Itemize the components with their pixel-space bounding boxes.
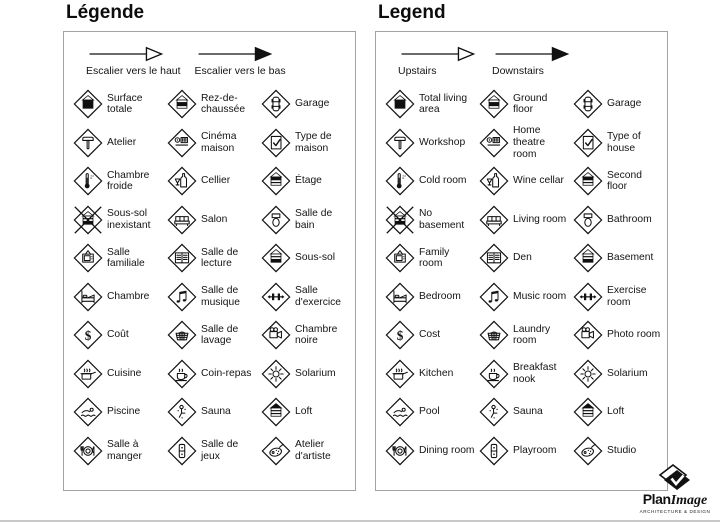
panel-english [375, 2, 668, 491]
legend-item-label: Garage [295, 98, 330, 110]
up-arrow-icon [398, 46, 478, 62]
legend-item-label: Loft [295, 406, 313, 418]
breakfast-nook-icon [478, 358, 510, 390]
legend-item-label: Den [513, 252, 532, 264]
legend-item [72, 316, 166, 355]
family-room-icon [72, 242, 104, 274]
legend-item [260, 239, 354, 278]
breakfast-nook-icon [166, 358, 198, 390]
legend-item-label: Sous-sol [295, 252, 336, 264]
bathroom-icon [260, 204, 292, 236]
playroom-icon [478, 435, 510, 467]
legend-item-label: Atelier d'artiste [295, 439, 331, 462]
solarium-icon [260, 358, 292, 390]
page-bottom-rule [0, 520, 720, 522]
legend-item [166, 162, 260, 201]
garage-icon [260, 88, 292, 120]
type-of-house-icon [260, 127, 292, 159]
legend-item-label: Cuisine [107, 367, 142, 379]
legend-item [478, 124, 572, 163]
legend-item [478, 85, 572, 124]
legend-item [166, 393, 260, 432]
down-arrow-icon [492, 46, 572, 62]
legend-item-label: Cost [419, 329, 441, 341]
legend-item-label: Type of house [607, 131, 641, 154]
legend-item [166, 355, 260, 394]
second-floor-icon [260, 165, 292, 197]
legend-item [478, 393, 572, 432]
bathroom-icon [572, 204, 604, 236]
panel-title-french: Légende [66, 2, 145, 23]
panel-box-french [63, 31, 356, 491]
stair-arrows-row [64, 32, 355, 77]
svg-text:$: $ [396, 328, 404, 344]
legend-item-label: Pool [419, 406, 440, 418]
legend-item-label: Playroom [513, 444, 557, 456]
stairs-up-legend [398, 46, 478, 77]
garage-icon [572, 88, 604, 120]
legend-item-label: Breakfast nook [513, 362, 557, 385]
legend-item [72, 432, 166, 471]
legend-item [384, 393, 478, 432]
studio-icon [572, 435, 604, 467]
stairs-down-legend [195, 46, 286, 77]
laundry-room-icon [478, 319, 510, 351]
legend-item-label: Salle familiale [107, 246, 145, 270]
ground-floor-icon [166, 88, 198, 120]
logo-tagline: ARCHITECTURE & DESIGN [639, 509, 711, 514]
dining-room-icon [72, 435, 104, 467]
legend-item [572, 239, 666, 278]
legend-item [260, 85, 354, 124]
bedroom-icon [384, 281, 416, 313]
home-theatre-icon [478, 127, 510, 159]
legend-item-label: Type de maison [295, 131, 332, 154]
legend-item-label: Living room [513, 213, 567, 225]
legend-item [260, 355, 354, 394]
legend-item [72, 201, 166, 240]
photo-room-icon [260, 319, 292, 351]
planimage-logo-icon [658, 464, 692, 494]
legend-item-label: Garage [607, 98, 642, 110]
legend-item [260, 201, 354, 240]
legend-item-label: Bedroom [419, 290, 461, 302]
studio-icon [260, 435, 292, 467]
legend-item-label: Solarium [607, 367, 648, 379]
solarium-icon [572, 358, 604, 390]
legend-item-label: Cinéma maison [201, 131, 237, 154]
logo-wordmark [633, 492, 717, 508]
legend-item-label: Photo room [607, 329, 661, 341]
arrow-label: Downstairs [492, 65, 544, 77]
legend-item [260, 316, 354, 355]
legend-item [166, 201, 260, 240]
second-floor-icon [572, 165, 604, 197]
music-room-icon [166, 281, 198, 313]
loft-icon [572, 396, 604, 428]
legend-item [260, 278, 354, 317]
legend-item-label: Coin-repas [201, 367, 252, 379]
music-room-icon [478, 281, 510, 313]
pool-icon [72, 396, 104, 428]
cold-room-icon [384, 165, 416, 197]
panel-title-english: Legend [378, 2, 446, 23]
legend-item [166, 124, 260, 163]
legend-item-label: Sous-sol inexistant [107, 208, 151, 231]
legend-item-label: Music room [513, 290, 567, 302]
legend-item [260, 162, 354, 201]
legend-grid [64, 77, 355, 470]
legend-item [478, 239, 572, 278]
legend-item-label: Second floor [607, 169, 642, 193]
legend-item-label: Cold room [419, 175, 467, 187]
legend-item-label: Rez-de-chaussée [201, 92, 246, 116]
legend-item-label: Studio [607, 444, 637, 456]
down-arrow-icon [195, 46, 286, 62]
legend-item [166, 278, 260, 317]
basement-icon [572, 242, 604, 274]
legend-item [384, 124, 478, 163]
legend-item-label: Salle de musique [201, 285, 240, 308]
legend-item [260, 432, 354, 471]
legend-item-label: Wine cellar [513, 175, 564, 187]
legend-item-label: Atelier [107, 136, 137, 148]
kitchen-icon [384, 358, 416, 390]
legend-item-label: Salle de jeux [201, 439, 239, 462]
legend-item [572, 162, 666, 201]
legend-item-label: Piscine [107, 406, 141, 418]
legend-item-label: Coût [107, 329, 129, 341]
legend-item [72, 239, 166, 278]
workshop-icon [384, 127, 416, 159]
legend-item-label: Chambre noire [295, 323, 338, 347]
panel-box-english [375, 31, 668, 491]
legend-item [572, 393, 666, 432]
legend-item-label: Salle d'exercice [295, 285, 342, 308]
loft-icon [260, 396, 292, 428]
legend-item [572, 201, 666, 240]
legend-item-label: Salle de lavage [201, 323, 239, 347]
legend-item [72, 355, 166, 394]
den-icon [478, 242, 510, 274]
legend-item [572, 278, 666, 317]
stairs-down-legend [492, 46, 572, 77]
legend-item [260, 393, 354, 432]
legend-item [166, 432, 260, 471]
legend-item [72, 85, 166, 124]
legend-item-label: Exercise room [607, 285, 647, 308]
legend-item-label: Salle de bain [295, 208, 333, 231]
legend-item-label: Salle de lecture [201, 246, 239, 270]
photo-room-icon [572, 319, 604, 351]
kitchen-icon [72, 358, 104, 390]
legend-item-label: Total living area [419, 92, 468, 116]
legend-item [384, 85, 478, 124]
legend-item [384, 432, 478, 471]
legend-item-label: Chambre froide [107, 169, 150, 193]
total-living-area-icon [72, 88, 104, 120]
legend-item-label: Family room [419, 246, 450, 270]
legend-item-label: Workshop [419, 136, 466, 148]
exercise-room-icon [260, 281, 292, 313]
planimage-logo [633, 464, 717, 515]
svg-text:2°: 2° [402, 174, 407, 180]
dining-room-icon [384, 435, 416, 467]
total-living-area-icon [384, 88, 416, 120]
pool-icon [384, 396, 416, 428]
legend-item [478, 432, 572, 471]
legend-item [572, 85, 666, 124]
legend-item [384, 316, 478, 355]
logo-word-plan: Plan [642, 491, 671, 507]
legend-item [478, 355, 572, 394]
legend-item-label: Basement [607, 252, 654, 264]
legend-item [384, 239, 478, 278]
ground-floor-icon [478, 88, 510, 120]
bedroom-icon [72, 281, 104, 313]
legend-item-label: Sauna [201, 406, 231, 418]
legend-item [384, 278, 478, 317]
legend-item-label: No basement [419, 208, 465, 231]
no-basement-icon [72, 204, 104, 236]
legend-item-label: Cellier [201, 175, 231, 187]
legend-item-label: Laundry room [513, 323, 551, 347]
legend-item-label: Home theatre room [513, 125, 546, 160]
legend-item [478, 201, 572, 240]
legend-item [260, 124, 354, 163]
legend-item [572, 124, 666, 163]
arrow-label: Escalier vers le haut [86, 65, 181, 77]
stairs-up-legend [86, 46, 181, 77]
legend-item-label: Salle à manger [107, 439, 142, 462]
living-room-icon [166, 204, 198, 236]
sauna-icon [166, 396, 198, 428]
legend-item [72, 162, 166, 201]
home-theatre-icon [166, 127, 198, 159]
legend-item [72, 124, 166, 163]
svg-text:$: $ [84, 328, 92, 344]
legend-item [72, 278, 166, 317]
sauna-icon [478, 396, 510, 428]
legend-item [478, 162, 572, 201]
wine-cellar-icon [478, 165, 510, 197]
exercise-room-icon [572, 281, 604, 313]
workshop-icon [72, 127, 104, 159]
legend-item-label: Chambre [107, 290, 150, 302]
no-basement-icon [384, 204, 416, 236]
living-room-icon [478, 204, 510, 236]
legend-item [166, 239, 260, 278]
legend-item-label: Surface totale [107, 92, 143, 116]
legend-item-label: Ground floor [513, 92, 548, 116]
legend-grid [376, 77, 667, 470]
svg-text:2°: 2° [90, 174, 95, 180]
legend-item-label: Sauna [513, 406, 543, 418]
legend-item [166, 316, 260, 355]
legend-item [72, 393, 166, 432]
den-icon [166, 242, 198, 274]
playroom-icon [166, 435, 198, 467]
stair-arrows-row [376, 32, 667, 77]
cold-room-icon [72, 165, 104, 197]
arrow-label: Escalier vers le bas [194, 65, 286, 77]
cost-icon [384, 319, 416, 351]
legend-item-label: Loft [607, 406, 625, 418]
legend-item [384, 355, 478, 394]
legend-item [572, 316, 666, 355]
family-room-icon [384, 242, 416, 274]
wine-cellar-icon [166, 165, 198, 197]
legend-item [166, 85, 260, 124]
arrow-label: Upstairs [398, 65, 437, 77]
legend-item [572, 355, 666, 394]
legend-item-label: Bathroom [607, 213, 652, 225]
legend-item-label: Kitchen [419, 367, 454, 379]
legend-item [384, 201, 478, 240]
basement-icon [260, 242, 292, 274]
legend-item [478, 316, 572, 355]
type-of-house-icon [572, 127, 604, 159]
legend-item-label: Solarium [295, 367, 336, 379]
legend-item [384, 162, 478, 201]
logo-word-image: Image [670, 493, 708, 508]
up-arrow-icon [86, 46, 181, 62]
legend-item [478, 278, 572, 317]
legend-item-label: Dining room [419, 444, 475, 456]
laundry-room-icon [166, 319, 198, 351]
legend-item-label: Salon [201, 213, 228, 225]
cost-icon [72, 319, 104, 351]
panel-french [63, 2, 356, 491]
legend-item-label: Étage [295, 175, 322, 187]
